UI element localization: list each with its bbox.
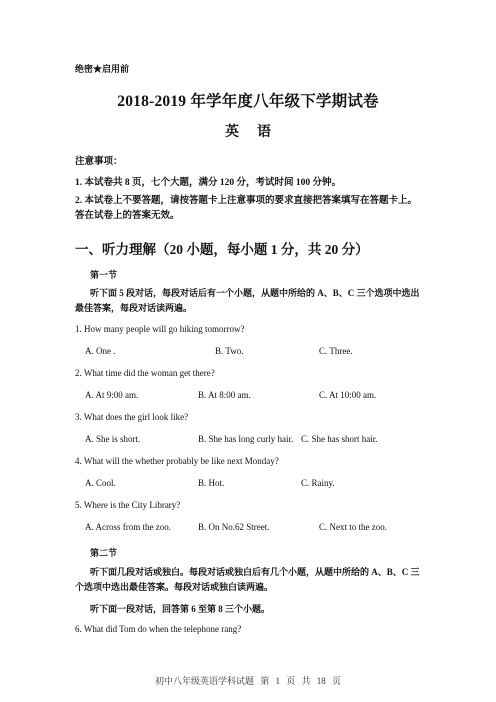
question-1: 1. How many people will go hiking tomorrow? [75,324,245,334]
question-5: 5. Where is the City Library? [75,500,181,510]
footer-page-word: 第 [260,676,270,686]
notice-item-1: 1. 本试卷共 8 页，七个大题，满分 120 分，考试时间 100 分钟。 [75,178,342,188]
footer-page-unit: 页 [286,676,296,686]
q1-option-c: C. Three. [319,346,353,356]
notice-heading: 注意事项： [75,157,123,167]
q2-option-b: B. At 8:00 am. [198,390,251,400]
page-footer [0,674,496,687]
subject-title: 英语 [225,125,289,140]
footer-total-word: 共 [301,676,311,686]
section1-label: 第一节 [90,270,118,280]
q3-option-c: C. She has short hair. [301,434,378,444]
q3-option-a: A. She is short. [85,434,141,444]
q4-option-c: C. Rainy. [301,478,335,488]
page-title: 2018-2019 年学年度八年级下学期试卷 [117,93,379,110]
question-2: 2. What time did the woman get there? [75,368,215,378]
section2-instruction: 听下面几段对话或独白。每段对话或独白后有几个小题，从题中所给的 A、B、C 三个选项中选出最佳答案。每段对话或独白读两遍。 [75,567,420,592]
section2-label: 第二节 [90,548,118,558]
q1-option-a: A. One . [85,346,116,356]
notice-item-2: 2. 本试卷上不要答题，请按答题卡上注意事项的要求直接把答案填写在答题卡上。答在试卷上的答案无效。 [75,196,418,221]
section1-instruction: 听下面 5 段对话，每段对话后有一个小题，从题中所给的 A、B、C 三个选项中选出最佳答案，每段对话读两遍。 [75,288,420,313]
q2-option-c: C. At 10:00 am. [319,390,377,400]
secret-mark: 绝密★启用前 [75,64,130,74]
footer-page-number: 1 [275,676,280,686]
q5-option-b: B. On No.62 Street. [198,522,270,532]
part1-heading: 一、听力理解（20 小题，每小题 1 分，共 20 分） [75,242,369,257]
q4-option-a: A. Cool. [85,478,116,488]
q5-option-c: C. Next to the zoo. [319,522,387,532]
q5-option-a: A. Across from the zoo. [85,522,171,532]
q1-option-b: B. Two. [215,346,244,356]
question-4: 4. What will the whether probably be like next Monday? [75,456,279,466]
section2-sub-instruction: 听下面一段对话，回答第 6 至第 8 三个小题。 [90,604,271,614]
footer-total-unit: 页 [332,676,342,686]
q2-option-a: A. At 9:00 am. [85,390,139,400]
q3-option-b: B. She has long curly hair. [198,434,294,444]
footer-total-number: 18 [316,676,326,686]
footer-prefix: 初中八年级英语学科试题 [154,676,254,686]
q4-option-b: B. Hot. [198,478,225,488]
question-6: 6. What did Tom do when the telephone rang? [75,624,242,634]
question-3: 3. What does the girl look like? [75,412,189,422]
